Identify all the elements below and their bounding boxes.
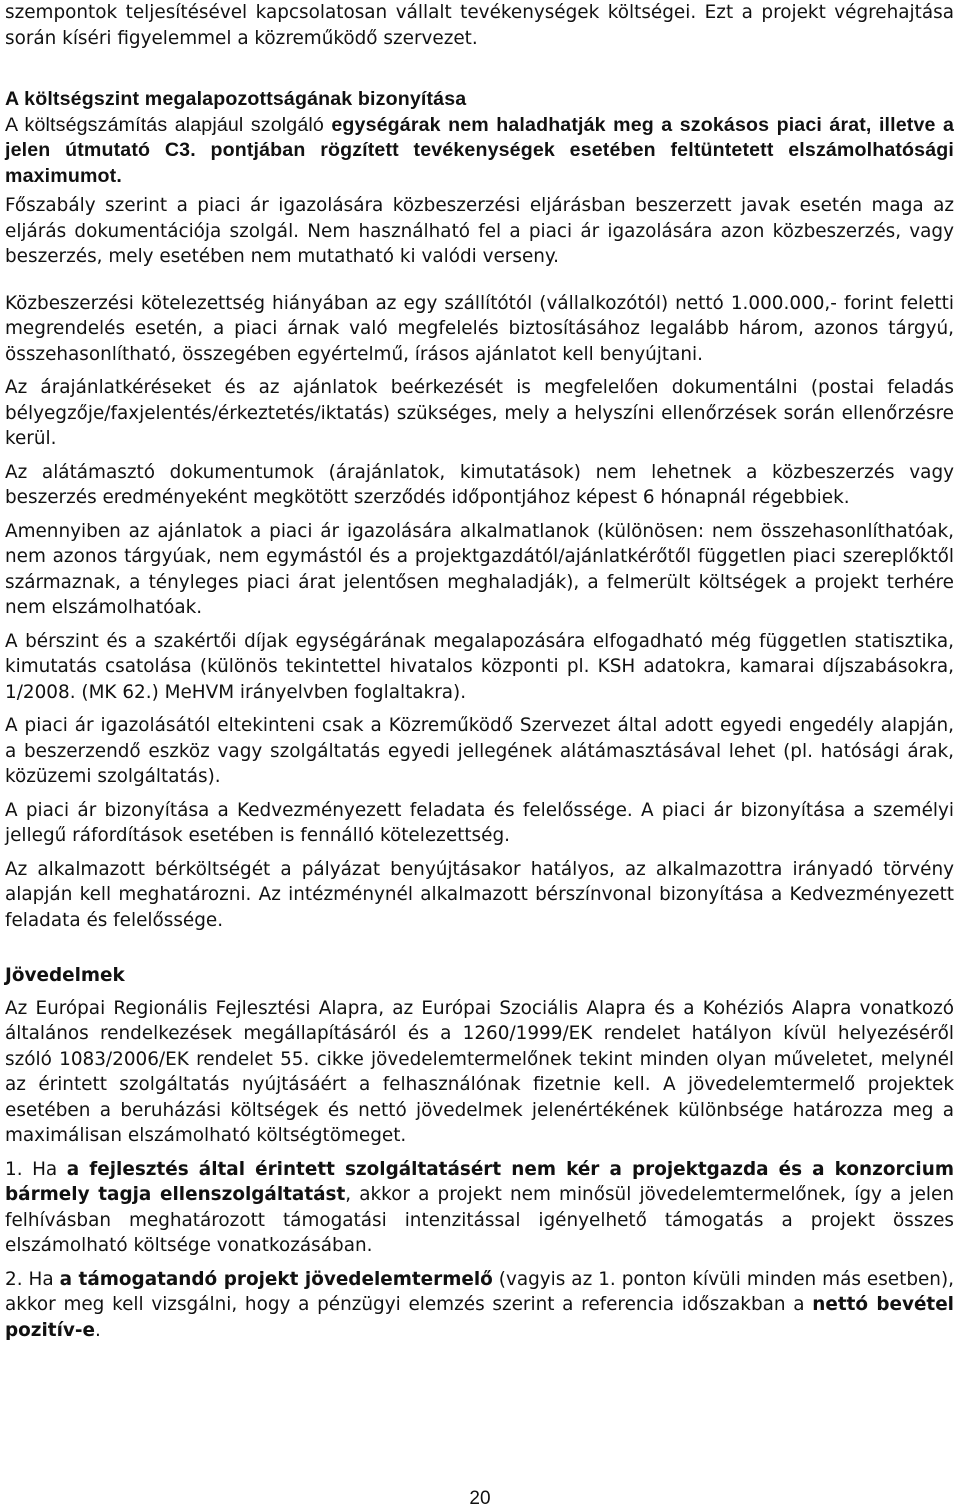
paragraph-unsuitable-offers: Amennyiben az ajánlatok a piaci ár igazolására alkalmatlanok (különösen: nem összehasonlíthatóak, nem azonos tárgyúak, nem egymástól és a projektgazdától/ajánlatkérőtől független piaci szereplőktől származnak, a tényleges piaci árat jelentősen meghaladják), a felmerült költségek a projekt terhére nem elszámolhatóak. (5, 520, 954, 618)
paragraph-continuation: szempontok teljesítésével kapcsolatosan vállalt tevékenységek költségei. Ezt a projekt végrehajtása során kíséri figyelemmel a közreműködő szervezet. (5, 2, 954, 49)
paragraph-beneficiary-duty: A piaci ár bizonyítása a Kedvezményezett feladata és felelőssége. A piaci ár bizonyítása a személyi jellegű ráfordítások esetében is fennálló kötelezettség. (5, 799, 954, 846)
emphasis-net-revenue: nettó bevétel pozitív-e (5, 1294, 954, 1341)
paragraph-exemption: A piaci ár igazolásától eltekinteni csak a Közreműködő Szervezet által adott egyedi engedély alapján, a beszerzendő eszköz vagy szolgáltatás egyedi jellegének alátámasztásával lehet (pl. hatósági árak, közüzemi szolgáltatás). (5, 715, 954, 787)
text-run: A költségszámítás alapjául szolgáló (5, 113, 332, 136)
list-item-2 (5, 1267, 954, 1344)
text-run: 2. Ha (5, 1268, 60, 1290)
emphasis-income-generating: a támogatandó projekt jövedelemtermelő (59, 1268, 493, 1290)
paragraph-wage-level: A bérszint és a szakértői díjak egységárának megalapozására elfogadható még független statisztika, kimutatás csatolása (különös tekintettel hivatalos központi pl. KSH adatokra, kamarai díjszabásokra, 1/2008. (MK 62.) MeHVM irányelvben foglaltakra). (5, 630, 954, 703)
section-heading-cost-level: A költségszint megalapozottságának bizonyítása (5, 88, 467, 110)
emphasis-no-fee: a fejlesztés által érintett szolgáltatásért nem kér a projektgazda és a konzorcium bármely tagja ellenszolgáltatást (5, 1158, 954, 1205)
page-number: 20 (469, 1488, 491, 1509)
text-run: . (116, 164, 122, 187)
text-run: (vagyis az 1. ponton kívüli minden más esetben), akkor meg kell vizsgálni, hogy a pénzügyi elemzés szerint a referencia időszakban a (5, 1268, 954, 1315)
paragraph-documentation: Az árajánlatkéréseket és az ajánlatok beérkezését is megfelelően dokumentálni (postai feladás bélyegzője/faxjelentés/érkeztetés/iktatás) szükséges, mely a helyszíni ellenőrzések során ellenőrzésre kerül. (5, 377, 954, 449)
paragraph-offers: Közbeszerzési kötelezettség hiányában az egy szállítótól (vállalkozótól) nettó 1.000.000,- forint feletti megrendelés esetén, a piaci árnak való megfelelés biztosításához legalább három, azonos tárgyú, összehasonlítható, összegében egyértelmű, írásos ajánlatot kell benyújtani. (5, 292, 954, 365)
paragraph-public-procurement: Főszabály szerint a piaci ár igazolására közbeszerzési eljárásban beszerzett javak esetén maga az eljárás dokumentációja szolgál. Nem használható fel a piaci ár igazolására azon közbeszerzés, vagy beszerzés, mely esetében nem mutatható ki valódi verseny. (5, 195, 954, 267)
paragraph-wage-cost: Az alkalmazott bérköltségét a pályázat benyújtásakor hatályos, az alkalmazottra irányadó törvény alapján kell meghatározni. Az intézménynél alkalmazott bérszínvonal bizonyítása a Kedvezményezett feladata és felelőssége. (5, 858, 954, 931)
text-run: . (95, 1319, 101, 1341)
text-run: , akkor a projekt nem minősül jövedelemtermelőnek, így a jelen felhívásban meghatározott támogatási intenzitással igényelhető támogatás a projekt összes elszámolható költsége vonatkozásában. (5, 1184, 954, 1256)
section-heading-income: Jövedelmek (5, 965, 125, 986)
paragraph-unit-prices (5, 113, 954, 190)
text-run: 1. Ha (5, 1158, 67, 1180)
paragraph-supporting-docs: Az alátámasztó dokumentumok (árajánlatok, kimutatások) nem lehetnek a közbeszerzés vagy beszerzés eredményeként megkötött szerződés időpontjához képest 6 hónapnál régebbiek. (5, 461, 954, 508)
list-item-1 (5, 1157, 954, 1259)
emphasis-unit-prices: egységárak nem haladhatják meg a szokásos piaci árat, illetve a jelen útmutató C3. pontjában rögzített tevékenységek esetében feltüntetett elszámolhatósági maximumot (5, 113, 955, 187)
paragraph-income-regulation: Az Európai Regionális Fejlesztési Alapra, az Európai Szociális Alapra és a Kohéziós Alapra vonatkozó általános rendelkezések megállapításáról és a 1260/1999/EK rendelet hatályon kívül helyezéséről szóló 1083/2006/EK rendelet 55. cikke jövedelemtermelőnek tekint minden olyan műveletet, melynél az érintett szolgáltatás nyújtásáért a felhasználónak fizetnie kell. A jövedelemtermelő projektek esetében a beruházási költségek és nettó jövedelmek jelenértékének különbsége határozza meg a maximálisan elszámolható költségtömeget. (5, 997, 954, 1146)
